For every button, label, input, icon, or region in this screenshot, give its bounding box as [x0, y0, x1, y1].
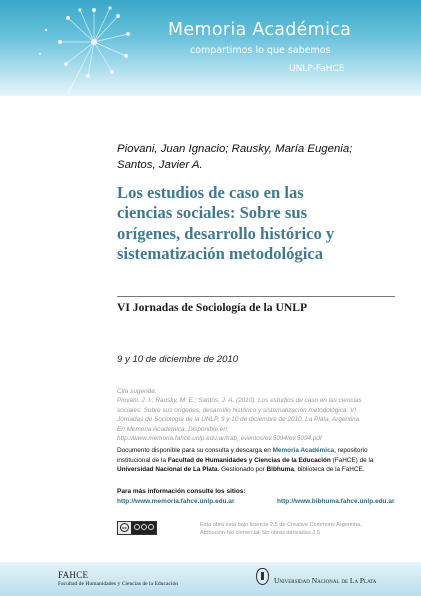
bibhuma-site-link[interactable]: http://www.bibhuma.fahce.unlp.edu.ar — [277, 498, 395, 505]
cc-icon: cc — [120, 523, 129, 532]
notice-text: Documento disponible para su consulta y descarga en — [117, 447, 273, 454]
repository-title: Memoria Académica — [168, 20, 352, 40]
citation-url[interactable]: http://www.memoria.fahce.unlp.edu.ar/trab_eventos/ev.5094/ev.5094.pdf — [117, 435, 322, 443]
more-info-label: Para más información consulte los sitios: — [117, 488, 246, 495]
noncommercial-icon — [141, 524, 147, 530]
document-title — [117, 183, 409, 265]
repository-header — [0, 0, 421, 96]
authors-line: Santos, Javier A. — [117, 159, 203, 171]
title-line: sistematización metodológica — [117, 244, 323, 264]
attribution-icon — [134, 524, 140, 530]
authors — [117, 141, 407, 173]
title-line: Los estudios de caso en las — [117, 183, 304, 202]
license-text — [200, 521, 410, 537]
repository-institution: UNLP-FaHCE — [289, 64, 345, 74]
notice-text: , repositorio — [334, 447, 368, 454]
notice-text: (FaHCE) de la — [330, 456, 374, 464]
authors-line: Piovani, Juan Ignacio; Rausky, María Eugenia; — [117, 143, 353, 155]
license-line: Esta obra está bajo licencia 2.5 de Creative Commons Argentina. — [200, 522, 362, 528]
unlp-seal-icon — [256, 568, 269, 585]
citation-line: Piovani, J. I.; Rausky, M. E.; Santos, J. A. (2010). Los estudios de caso en las ciencias — [117, 397, 362, 405]
citation-line: sociales: Sobre sus orígenes, desarrollo histórico y sistematización metodológica. VI — [117, 406, 357, 414]
title-line: ciencias sociales: Sobre sus — [117, 203, 308, 223]
notice-text: , biblioteca de la FaHCE. — [293, 466, 365, 474]
fahce-logo-text: FAHCE — [58, 570, 89, 580]
memoria-site-link[interactable]: http://www.memoria.fahce.unlp.edu.ar — [117, 498, 235, 505]
memoria-academica-name: Memoria Académica — [272, 447, 335, 454]
dandelion-logo-icon — [28, 4, 138, 96]
notice-text: . Gestionado por — [217, 466, 267, 474]
creative-commons-badge[interactable] — [117, 521, 157, 535]
faculty-name: Facultad de Humanidades y Ciencias de la Educación — [167, 456, 331, 464]
repository-tagline: compartimos lo que sabemos — [190, 45, 331, 56]
unlp-name: Universidad Nacional de La Plata — [274, 576, 377, 585]
university-name: Universidad Nacional de La Plata — [117, 466, 218, 474]
divider — [117, 296, 395, 297]
event-date: 9 y 10 de diciembre de 2010 — [117, 354, 239, 365]
notice-text: institucional de la — [117, 456, 168, 464]
bibhuma-name: Bibhuma — [266, 466, 294, 474]
availability-notice — [117, 446, 407, 475]
notice-line — [117, 446, 407, 456]
fahce-full-name: Facultad de Humanidades y Ciencias de la Educación — [58, 581, 179, 587]
license-line: Atribución-No comercial-Sin obras derivadas 2.5 — [200, 530, 321, 536]
event-name: VI Jornadas de Sociología de la UNLP — [117, 301, 308, 314]
citation-line: En Memoria Académica. Disponible en: — [117, 425, 229, 433]
citation-line: Jornadas de Sociología de la UNLP, 9 y 10 de diciembre de 2010, La Plata, Argentina. — [117, 416, 362, 424]
notice-line — [117, 465, 407, 475]
title-line: orígenes, desarrollo histórico y — [117, 223, 335, 243]
suggested-citation — [117, 387, 397, 443]
noderivs-icon — [148, 524, 154, 530]
notice-line — [117, 456, 407, 466]
citation-label: Cita sugerida: — [117, 388, 157, 395]
